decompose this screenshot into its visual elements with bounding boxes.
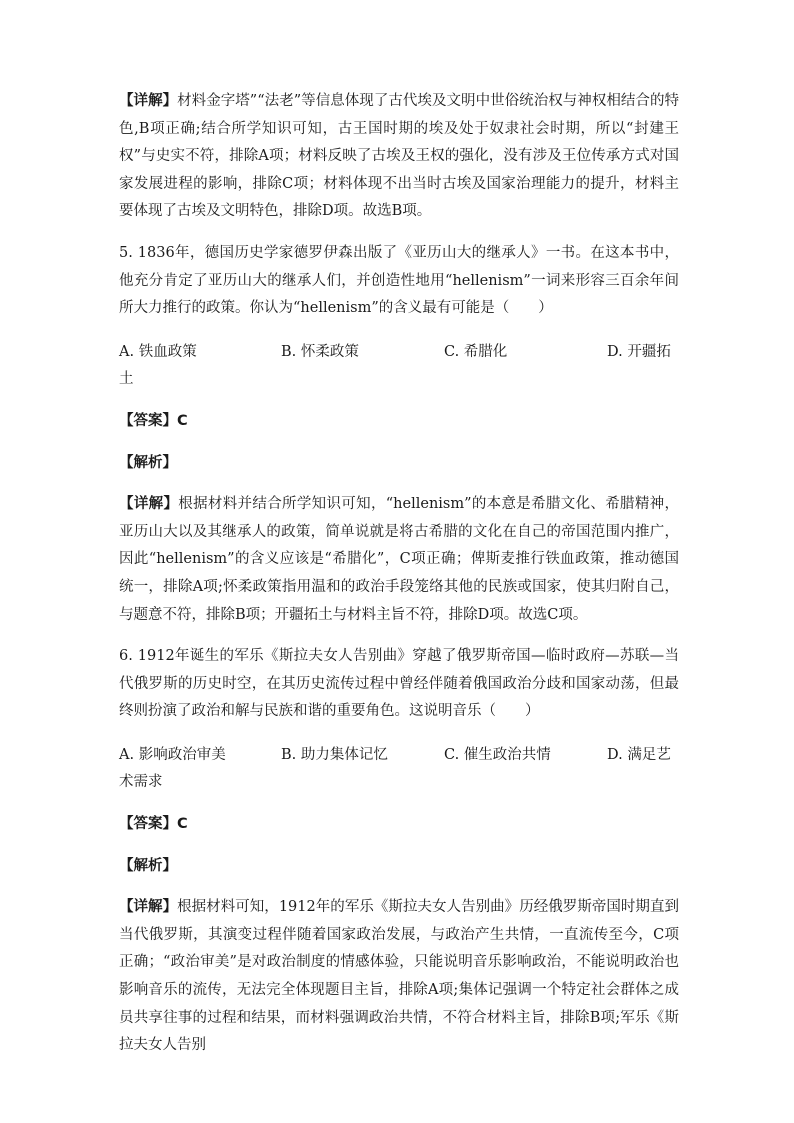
q6-options [119, 742, 679, 770]
q6-option-a: A. 影响政治审美 [119, 746, 226, 763]
q5-option-c: C. 希腊化 [444, 343, 508, 360]
q6-option-d: D. 满足艺 [607, 746, 671, 763]
q6-option-d-wrap: 术需求 [119, 774, 163, 791]
q6-answer: 【答案】C [119, 816, 188, 833]
q6-stem: 6. 1912年诞生的军乐《斯拉夫女人告别曲》穿越了俄罗斯帝国—临时政府—苏联—当代俄罗斯的历史时空，在其历史流传过程中曾经伴随着俄国政治分歧和国家动荡，但最终则扮演了政治和解与民族和谐的重要角色。这说明音乐（ ） [119, 648, 679, 720]
detail-tag: 【详解】 [119, 93, 178, 109]
q6-option-c: C. 催生政治共情 [444, 746, 551, 763]
document-page [119, 88, 679, 1060]
q5-stem: 5. 1836年，德国历史学家德罗伊森出版了《亚历山大的继承人》一书。在这本书中，他充分肯定了亚历山大的继承人们，并创造性地用“hellenism”一词来形容三百余年间所大力推行的政策。你认为“hellenism”的含义最有可能是（ ） [119, 244, 679, 317]
q6-detail-paragraph [119, 894, 679, 1060]
detail-tag: 【详解】 [119, 899, 178, 916]
q6-analysis-label: 【解析】 [119, 857, 177, 874]
detail-text: 材料金字塔”“法老”等信息体现了古代埃及文明中世俗统治权与神权相结合的特色,B项正确;结合所学知识可知，古王国时期的埃及处于奴隶社会时期，所以“封建王权”与史实不符，排除A项；材料反映了古埃及王权的强化，没有涉及王位传承方式对国家发展进程的影响，排除C项；材料体现不出当时古埃及国家治理能力的提升，材料主要体现了古埃及文明特色，排除D项。故选B项。 [119, 93, 679, 220]
q5-option-a: A. 铁血政策 [119, 343, 197, 360]
detail-tag: 【详解】 [119, 496, 179, 513]
q4-detail-paragraph [119, 88, 679, 226]
q5-option-d-wrap: 土 [119, 371, 134, 388]
q5-analysis-label: 【解析】 [119, 454, 177, 471]
q5-answer: 【答案】C [119, 412, 188, 429]
q5-options [119, 339, 679, 367]
q5-option-d: D. 开疆拓 [607, 343, 671, 360]
q5-option-b: B. 怀柔政策 [281, 343, 359, 360]
detail-text: 根据材料可知，1912年的军乐《斯拉夫女人告别曲》历经俄罗斯帝国时期直到当代俄罗斯，其演变过程伴随着国家政治发展，与政治产生共情，一直流传至今，C项正确；“政治审美”是对政治制度的情感体验，只能说明音乐影响政治，不能说明政治也影响音乐的流传，无法完全体现题目主旨，排除A项;集体记强调一个特定社会群体之成员共享往事的过程和结果，而材料强调政治共情，不符合材料主旨，排除B项;军乐《斯拉夫女人告别 [119, 899, 679, 1054]
q6-option-b: B. 助力集体记忆 [281, 746, 388, 763]
detail-text: 根据材料并结合所学知识可知，“hellenism”的本意是希腊文化、希腊精神，亚历山大以及其继承人的政策，简单说就是将古希腊的文化在自己的帝国范围内推广，因此“hellenism”的含义应该是“希腊化”，C项正确；俾斯麦推行铁血政策，推动德国统一，排除A项;怀柔政策指用温和的政治手段笼络其他的民族或国家，使其归附自己，与题意不符，排除B项；开疆拓土与材料主旨不符，排除D项。故选C项。 [119, 496, 680, 623]
q5-detail-paragraph [119, 491, 679, 629]
